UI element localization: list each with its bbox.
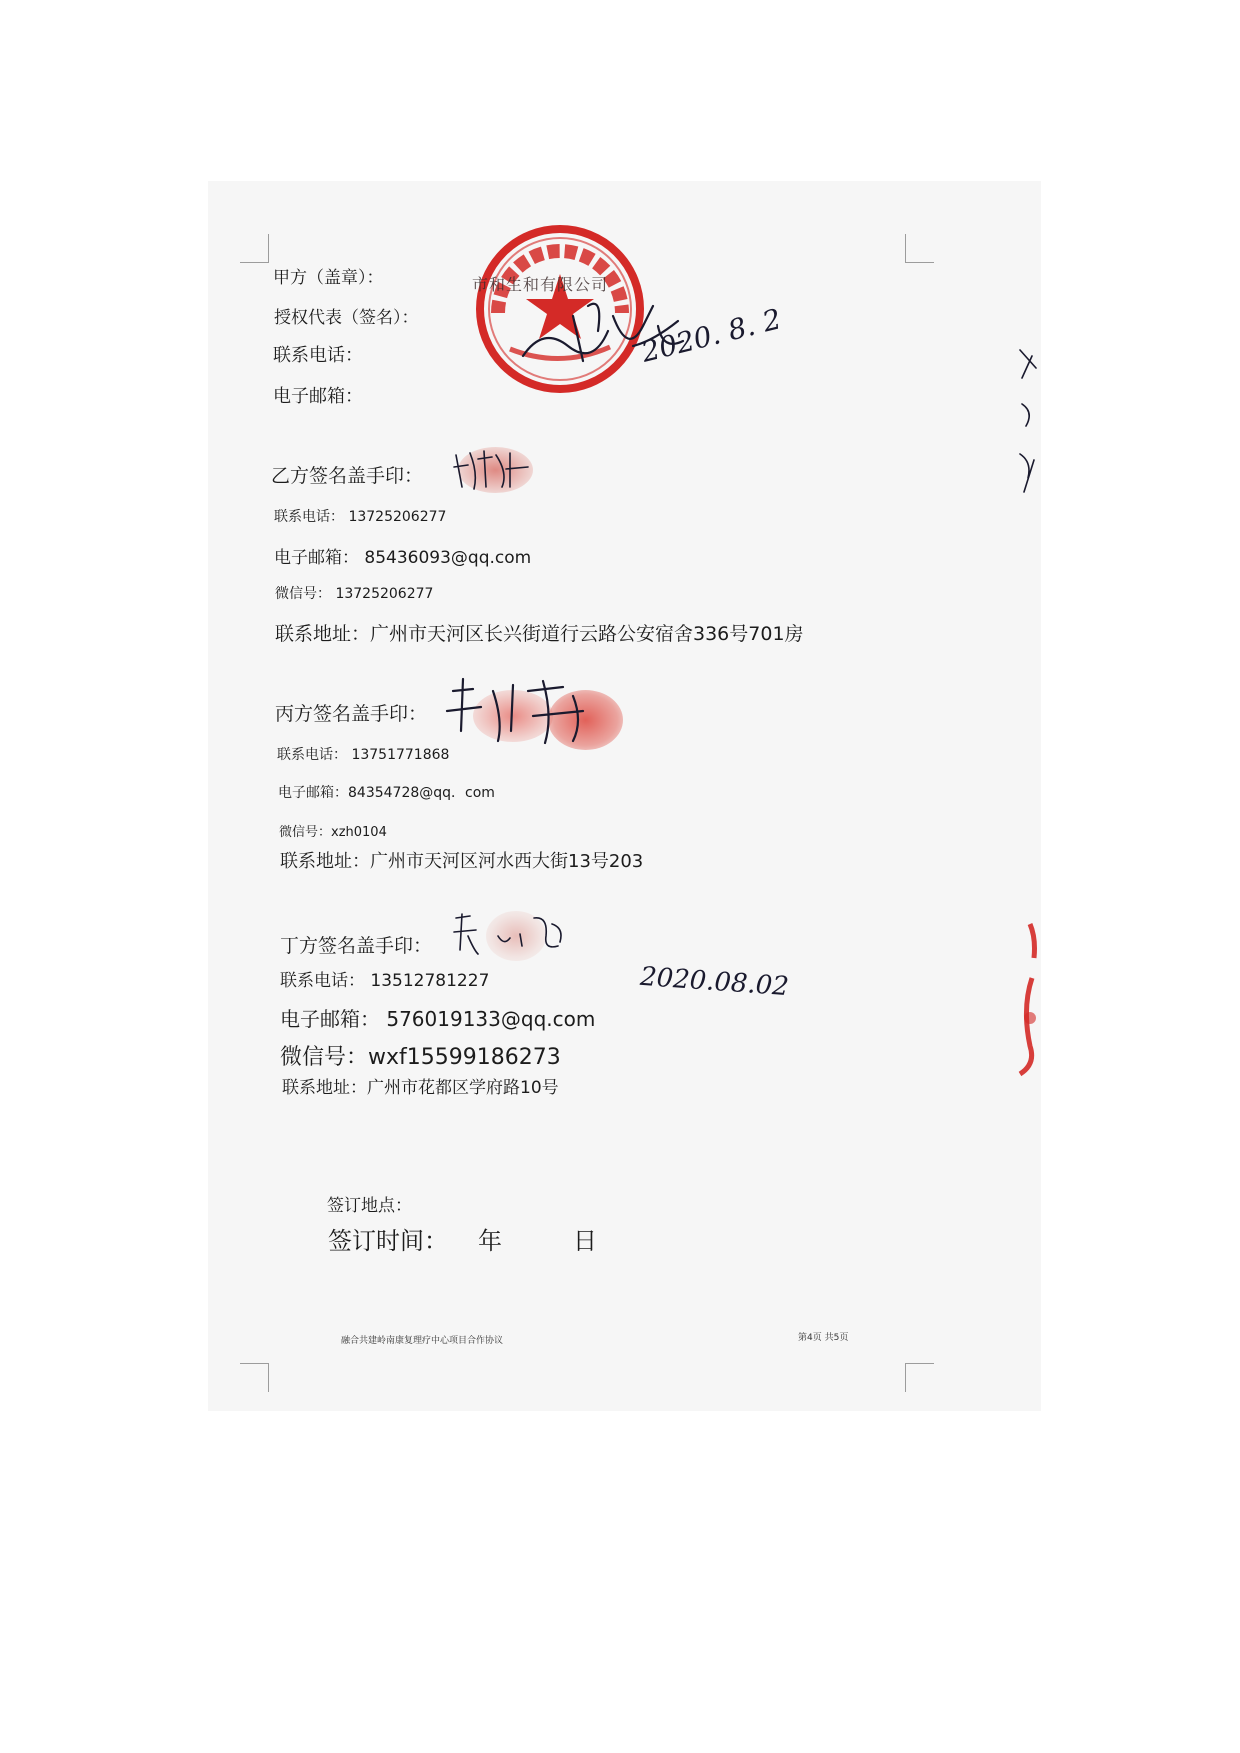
party-a-seal-label: 甲方（盖章）： xyxy=(273,268,384,288)
party-d-signature xyxy=(448,906,578,966)
party-a-phone-label: 联系电话： xyxy=(273,345,363,366)
party-d-phone: 联系电话： 13512781227 xyxy=(280,971,490,991)
party-c-address: 联系地址：广州市天河区河水西大街13号203 xyxy=(280,851,644,872)
party-a-email-label: 电子邮箱： xyxy=(273,386,363,407)
footer-title: 融合共建岭南康复理疗中心项目合作协议 xyxy=(341,1336,504,1346)
party-b-address: 联系地址：广州市天河区长兴街道行云路公安宿舍336号701房 xyxy=(275,623,804,645)
party-c-email: 电子邮箱：84354728@qq．com xyxy=(278,785,495,801)
party-b-wechat: 微信号： 13725206277 xyxy=(275,586,434,602)
crop-mark-bottom-right xyxy=(905,1363,934,1392)
party-d-sign-label: 丁方签名盖手印： xyxy=(280,935,433,957)
party-b-email: 电子邮箱： 85436093@qq.com xyxy=(274,548,532,568)
party-a-handwritten-date: 2020. 8. 2 xyxy=(638,302,785,369)
seal-text-fragment: 市和生和有限公司 xyxy=(472,275,609,294)
crop-mark-bottom-left xyxy=(240,1363,269,1392)
party-c-wechat: 微信号：xzh0104 xyxy=(279,825,387,840)
signing-day-label: 日 xyxy=(573,1227,597,1255)
party-d-email: 电子邮箱： 576019133@qq.com xyxy=(280,1007,596,1031)
signing-place-label: 签订地点： xyxy=(327,1196,412,1216)
party-d-wechat: 微信号：wxf15599186273 xyxy=(280,1045,561,1070)
signing-time-label: 签订时间： xyxy=(328,1227,448,1255)
party-a-rep-label: 授权代表（签名）： xyxy=(274,308,419,328)
party-c-signature xyxy=(433,671,603,751)
party-b-phone: 联系电话： 13725206277 xyxy=(274,509,447,525)
crop-mark-top-right xyxy=(905,234,934,263)
document-page xyxy=(208,181,1041,1411)
party-c-phone: 联系电话： 13751771868 xyxy=(277,747,450,763)
margin-signature-fragments xyxy=(1014,342,1044,507)
party-d-handwritten-date: 2020.08.02 xyxy=(639,961,790,1003)
crop-mark-top-left xyxy=(240,234,269,263)
party-c-sign-label: 丙方签名盖手印： xyxy=(275,703,428,725)
footer-page-number: 第4页 共5页 xyxy=(798,1333,849,1343)
party-b-sign-label: 乙方签名盖手印： xyxy=(271,465,424,487)
party-b-signature xyxy=(448,443,538,495)
party-d-address: 联系地址：广州市花都区学府路10号 xyxy=(282,1078,559,1098)
margin-seal-fragment xyxy=(1012,918,1042,1078)
signing-year-label: 年 xyxy=(478,1227,502,1255)
